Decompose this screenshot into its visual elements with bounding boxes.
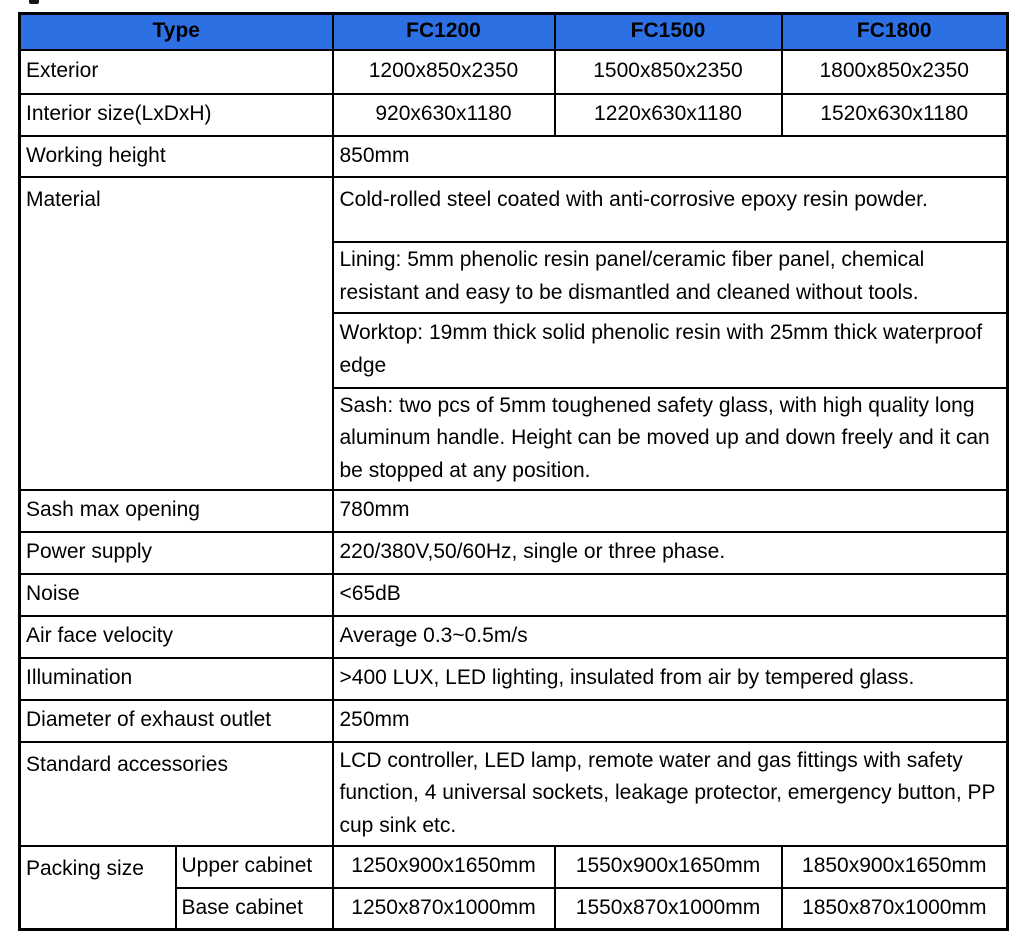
packing-base-fc1500: 1550x870x1000mm bbox=[555, 888, 782, 930]
illumination-label: Illumination bbox=[20, 658, 333, 700]
packing-upper-fc1800: 1850x900x1650mm bbox=[782, 846, 1008, 888]
exhaust-outlet-value: 250mm bbox=[333, 700, 1008, 742]
row-material-1 bbox=[20, 177, 1008, 242]
working-height-value: 850mm bbox=[333, 136, 1008, 177]
packing-upper-fc1500: 1550x900x1650mm bbox=[555, 846, 782, 888]
power-supply-label: Power supply bbox=[20, 532, 333, 574]
packing-base-label: Base cabinet bbox=[176, 888, 333, 930]
sash-max-opening-label: Sash max opening bbox=[20, 490, 333, 532]
exhaust-outlet-label: Diameter of exhaust outlet bbox=[20, 700, 333, 742]
row-interior-size bbox=[20, 94, 1008, 136]
header-type: Type bbox=[20, 14, 333, 50]
specification-table bbox=[18, 12, 1009, 931]
packing-upper-label: Upper cabinet bbox=[176, 846, 333, 888]
material-sash: Sash: two pcs of 5mm toughened safety glass, with high quality long aluminum handle. Height can be moved up and down freely and it can be stopped at any position. bbox=[333, 388, 1008, 490]
exterior-label: Exterior bbox=[20, 50, 333, 94]
row-power-supply bbox=[20, 532, 1008, 574]
row-exhaust-outlet bbox=[20, 700, 1008, 742]
material-lining: Lining: 5mm phenolic resin panel/ceramic fiber panel, chemical resistant and easy to be dismantled and cleaned without tools. bbox=[333, 242, 1008, 313]
header-fc1500: FC1500 bbox=[555, 14, 782, 50]
interior-fc1500: 1220x630x1180 bbox=[555, 94, 782, 136]
noise-value: <65dB bbox=[333, 574, 1008, 616]
illumination-value: >400 LUX, LED lighting, insulated from air by tempered glass. bbox=[333, 658, 1008, 700]
air-face-velocity-label: Air face velocity bbox=[20, 616, 333, 658]
exterior-fc1800: 1800x850x2350 bbox=[782, 50, 1008, 94]
row-illumination bbox=[20, 658, 1008, 700]
row-packing-upper bbox=[20, 846, 1008, 888]
standard-accessories-value: LCD controller, LED lamp, remote water and gas fittings with safety function, 4 universal sockets, leakage protector, emergency button, PP cup sink etc. bbox=[333, 742, 1008, 846]
standard-accessories-label: Standard accessories bbox=[20, 742, 333, 846]
row-sash-max-opening bbox=[20, 490, 1008, 532]
power-supply-value: 220/380V,50/60Hz, single or three phase. bbox=[333, 532, 1008, 574]
interior-fc1800: 1520x630x1180 bbox=[782, 94, 1008, 136]
packing-base-fc1800: 1850x870x1000mm bbox=[782, 888, 1008, 930]
interior-fc1200: 920x630x1180 bbox=[333, 94, 555, 136]
row-working-height bbox=[20, 136, 1008, 177]
row-noise bbox=[20, 574, 1008, 616]
material-worktop: Worktop: 19mm thick solid phenolic resin with 25mm thick waterproof edge bbox=[333, 313, 1008, 388]
cropped-text-fragment bbox=[29, 0, 39, 4]
material-steel: Cold-rolled steel coated with anti-corrosive epoxy resin powder. bbox=[333, 177, 1008, 242]
material-label: Material bbox=[20, 177, 333, 490]
row-standard-accessories bbox=[20, 742, 1008, 846]
row-air-face-velocity bbox=[20, 616, 1008, 658]
header-fc1200: FC1200 bbox=[333, 14, 555, 50]
exterior-fc1200: 1200x850x2350 bbox=[333, 50, 555, 94]
working-height-label: Working height bbox=[20, 136, 333, 177]
header-fc1800: FC1800 bbox=[782, 14, 1008, 50]
packing-size-label: Packing size bbox=[20, 846, 176, 930]
air-face-velocity-value: Average 0.3~0.5m/s bbox=[333, 616, 1008, 658]
exterior-fc1500: 1500x850x2350 bbox=[555, 50, 782, 94]
packing-upper-fc1200: 1250x900x1650mm bbox=[333, 846, 555, 888]
interior-size-label: Interior size(LxDxH) bbox=[20, 94, 333, 136]
sash-max-opening-value: 780mm bbox=[333, 490, 1008, 532]
packing-base-fc1200: 1250x870x1000mm bbox=[333, 888, 555, 930]
noise-label: Noise bbox=[20, 574, 333, 616]
row-exterior bbox=[20, 50, 1008, 94]
